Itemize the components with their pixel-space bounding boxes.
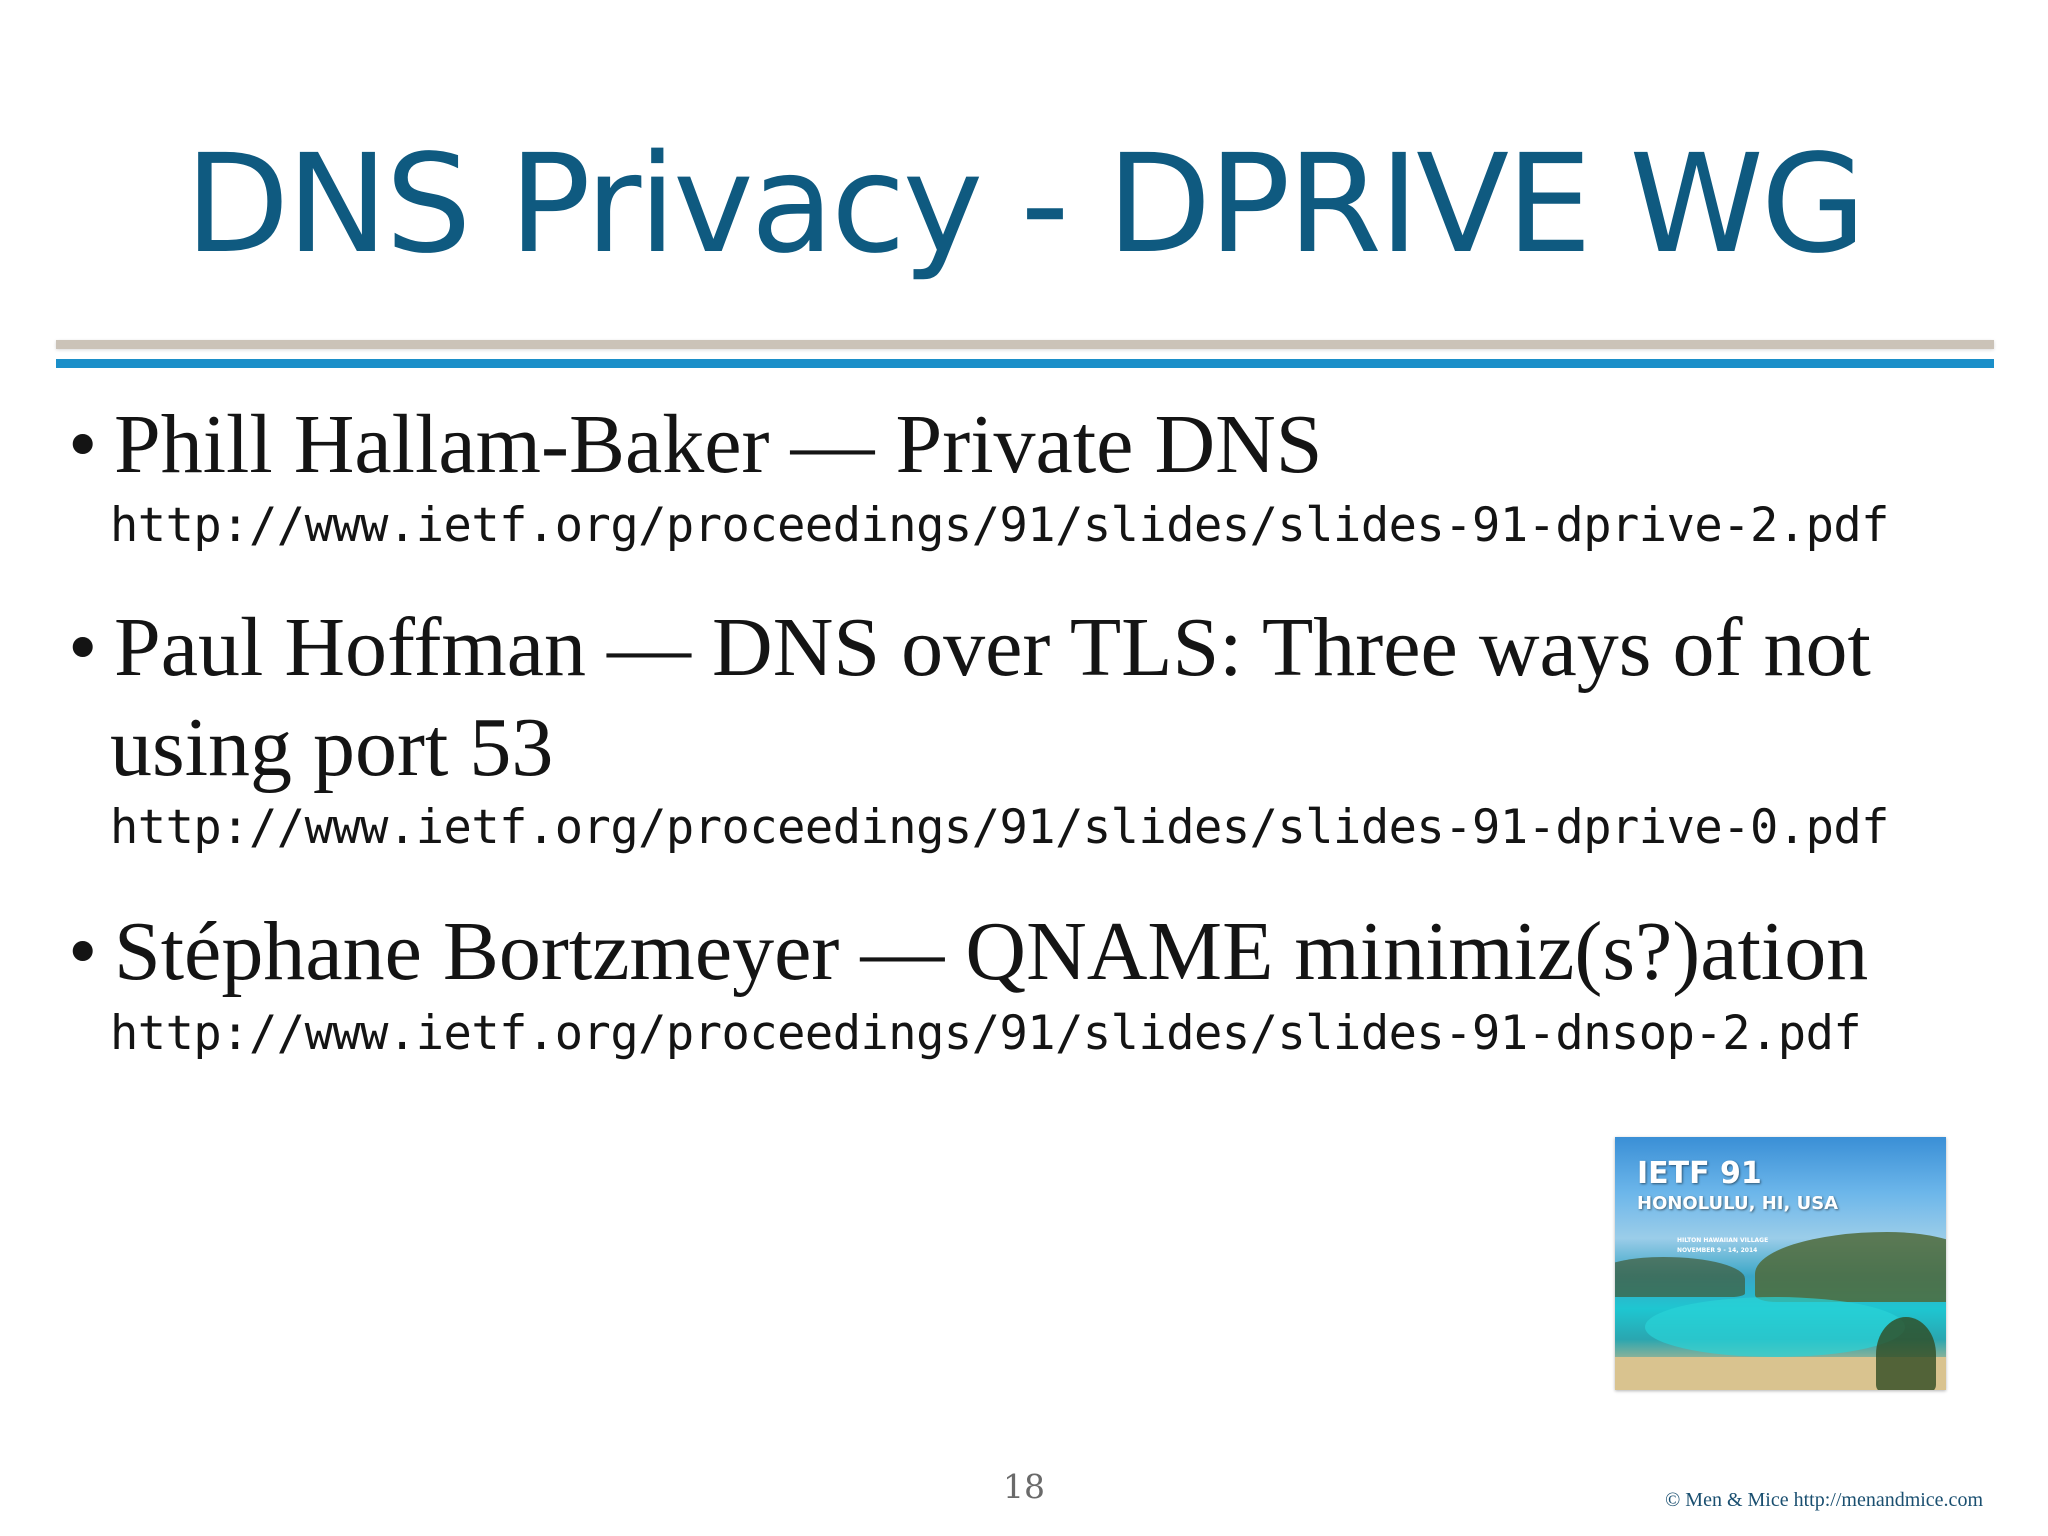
poster-venue: HILTON HAWAIIAN VILLAGE	[1677, 1237, 1769, 1244]
poster-dates: NOVEMBER 9 - 14, 2014	[1677, 1247, 1758, 1254]
poster-hill-left	[1615, 1257, 1745, 1297]
poster-location: HONOLULU, HI, USA	[1637, 1193, 1839, 1214]
slide-title: DNS Privacy - DPRIVE WG	[184, 126, 1864, 284]
poster-heading: IETF 91	[1637, 1156, 1762, 1191]
title-divider-bottom	[56, 359, 1994, 368]
bullet-item-2-text-line1: Paul Hoffman — DNS over TLS: Three ways of not	[114, 601, 1871, 694]
bullet-item-3-text: Stéphane Bortzmeyer — QNAME minimiz(s?)ation	[114, 905, 1869, 998]
poster-palm-trees	[1876, 1317, 1936, 1390]
poster-crater-ridge	[1755, 1232, 1946, 1302]
copyright-footer: © Men & Mice http://menandmice.com	[1665, 1489, 1983, 1511]
bullet-item-1	[68, 395, 1322, 495]
poster-lagoon	[1645, 1297, 1905, 1357]
bullet-icon: •	[68, 601, 98, 694]
bullet-icon: •	[68, 398, 98, 491]
bullet-icon: •	[68, 905, 98, 998]
bullet-item-2	[68, 598, 1871, 798]
bullet-item-1-url[interactable]: http://www.ietf.org/proceedings/91/slides/slides-91-dprive-2.pdf	[110, 498, 1889, 553]
ietf-91-poster-image	[1615, 1137, 1946, 1390]
bullet-item-2-url[interactable]: http://www.ietf.org/proceedings/91/slides/slides-91-dprive-0.pdf	[110, 800, 1889, 855]
bullet-item-2-text-line2: using port 53	[110, 701, 554, 794]
title-divider-top	[56, 340, 1994, 349]
bullet-item-3-url[interactable]: http://www.ietf.org/proceedings/91/slides/slides-91-dnsop-2.pdf	[110, 1006, 1862, 1061]
page-number: 18	[1003, 1467, 1045, 1506]
bullet-item-1-text: Phill Hallam-Baker — Private DNS	[114, 398, 1323, 491]
bullet-item-3	[68, 902, 1868, 1002]
